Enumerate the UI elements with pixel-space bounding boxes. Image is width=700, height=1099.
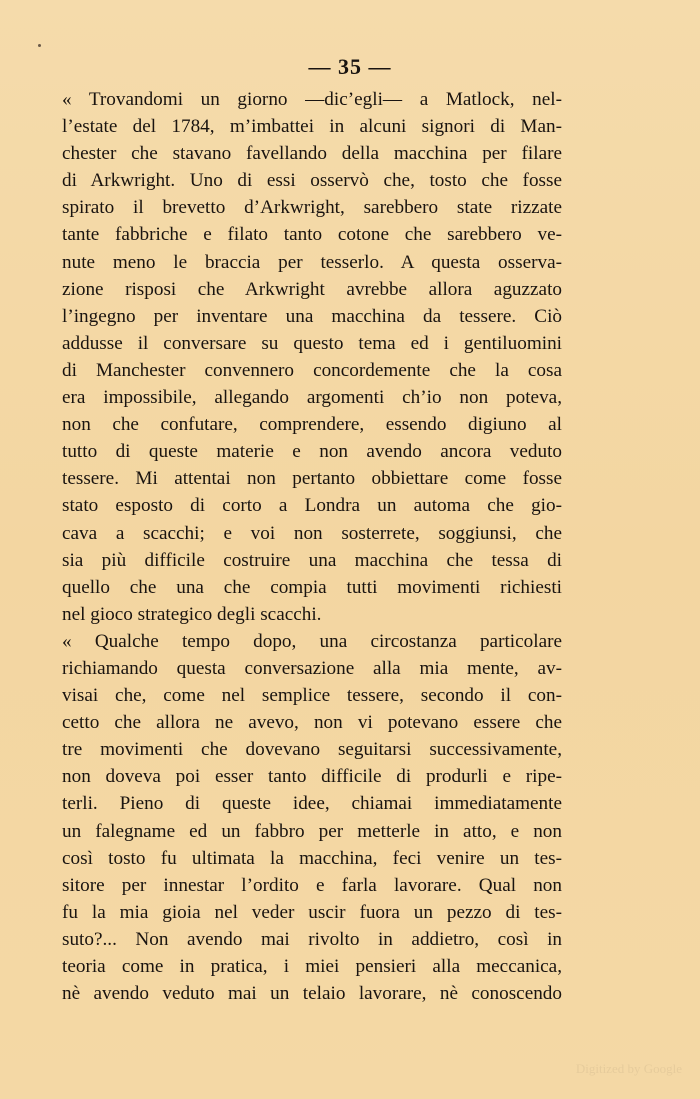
text-line: suto?... Non avendo mai rivolto in addietro, così in xyxy=(62,928,562,950)
text-line: addusse il conversare su questo tema ed i gentiluomini xyxy=(62,332,562,354)
text-line: nute meno le braccia per tesserlo. A questa osserva- xyxy=(62,251,562,273)
text-line: stato esposto di corto a Londra un automa che gio- xyxy=(62,495,562,517)
paper-speck xyxy=(38,44,41,47)
text-line: un falegname ed un fabbro per metterle in atto, e non xyxy=(62,820,562,842)
text-line: non che confutare, comprendere, essendo digiuno al xyxy=(62,414,562,436)
text-line: quello che una che compia tutti movimenti richiesti xyxy=(62,576,562,598)
text-line: di Arkwright. Uno di essi osservò che, tosto che fosse xyxy=(62,170,562,192)
text-line: teoria come in pratica, i miei pensieri alla meccanica, xyxy=(62,956,562,977)
text-line: fu la mia gioia nel veder uscir fuora un pezzo di tes- xyxy=(62,901,562,923)
text-line: spirato il brevetto d’Arkwright, sarebbero state rizzate xyxy=(62,197,562,219)
scan-watermark: Digitized by Google xyxy=(575,1061,682,1076)
text-line: era impossibile, allegando argomenti ch’io non poteva, xyxy=(62,387,562,409)
text-line: sia più difficile costruire una macchina che tessa di xyxy=(62,549,562,571)
text-line: zione risposi che Arkwright avrebbe allora aguzzato xyxy=(62,278,562,300)
text-line: visai che, come nel semplice tessere, secondo il con- xyxy=(62,685,562,707)
text-line: sitore per innestar l’ordito e farla lavorare. Qual non xyxy=(62,874,562,896)
text-line: tutto di queste materie e non avendo ancora veduto xyxy=(62,441,562,463)
text-line: l’estate del 1784, m’imbattei in alcuni signori di Man- xyxy=(62,116,562,138)
text-line: cetto che allora ne avevo, non vi potevano essere che xyxy=(62,712,562,734)
text-line: l’ingegno per inventare una macchina da tessere. Ciò xyxy=(62,305,562,327)
text-line: chester che stavano favellando della macchina per filare xyxy=(62,143,562,165)
text-line: tessere. Mi attentai non pertanto obbiettare come fosse xyxy=(62,468,562,490)
text-line: richiamando questa conversazione alla mia mente, av- xyxy=(62,657,562,679)
text-line: terli. Pieno di queste idee, chiamai immediatamente xyxy=(62,793,562,815)
text-line: « Qualche tempo dopo, una circostanza particolare xyxy=(62,630,562,652)
text-line: così tosto fu ultimata la macchina, feci venire un tes- xyxy=(62,847,562,869)
text-line: nel gioco strategico degli scacchi. xyxy=(62,603,322,625)
text-line: tre movimenti che dovevano seguitarsi successivamente, xyxy=(62,739,562,761)
text-line: non doveva poi esser tanto difficile di produrli e ripe- xyxy=(62,766,562,788)
text-line: di Manchester convennero concordemente che la cosa xyxy=(62,359,562,381)
page-number: — 35 — xyxy=(308,54,392,79)
text-line: tante fabbriche e filato tanto cotone che sarebbero ve- xyxy=(62,224,562,246)
text-line: « Trovandomi un giorno —dic’egli— a Matlock, nel- xyxy=(62,89,562,110)
body-text xyxy=(62,86,562,1007)
text-line: nè avendo veduto mai un telaio lavorare, nè conoscendo xyxy=(62,983,562,1005)
text-line: cava a scacchi; e voi non sosterrete, soggiunsi, che xyxy=(62,522,562,544)
